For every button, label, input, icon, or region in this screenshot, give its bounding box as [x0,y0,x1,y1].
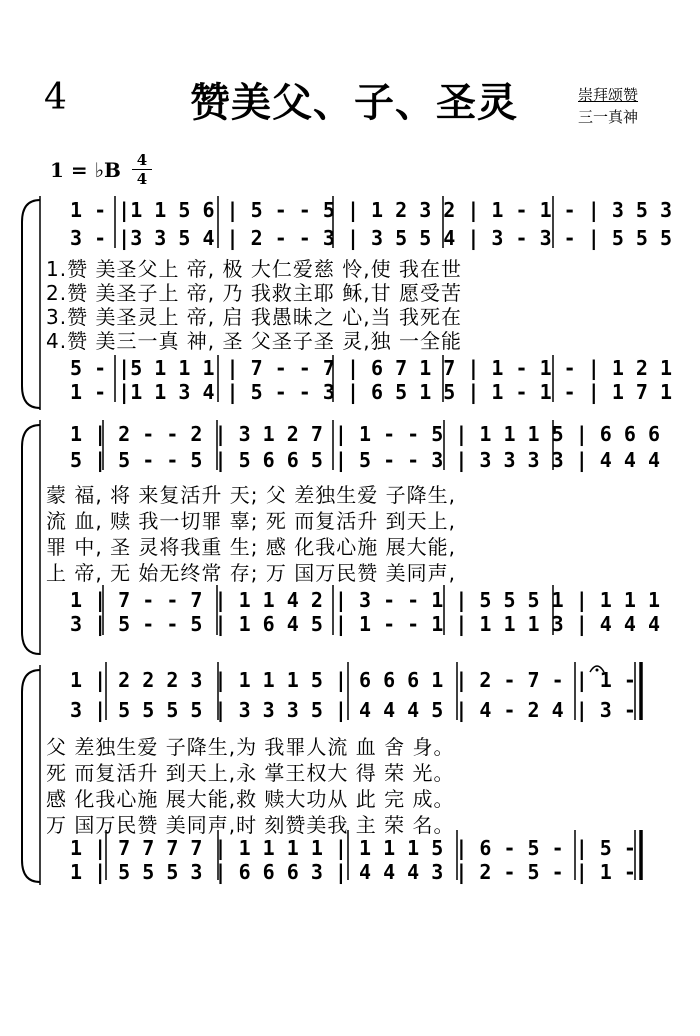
system-3-brace [22,670,40,882]
system-2-lyric-verse-2: 流 血, 赎 我一切罪 辜; 死 而复活升 到天上, [46,509,456,533]
system-3-soprano-notes: 1 | 2 2 2 3 | 1 1 1 5 | 6 6 6 1 | 2 - 7 - | 1 - [70,668,636,692]
system-3-tenor-notes: 1 | 7 7 7 7 | 1 1 1 1 | 1 1 1 5 | 6 - 5 - | 5 - [70,836,636,860]
system-1-lyric-verse-1: 1.赞 美圣父上 帝, 极 大仁爱慈 怜,使 我在世 [46,257,462,281]
system-2-lyric-verse-4: 上 帝, 无 始无终常 存; 万 国万民赞 美同声, [46,561,456,585]
system-2-lyric-verse-1: 蒙 福, 将 来复活升 天; 父 差独生爱 子降生, [46,483,456,507]
system-1-bass-notes: 1 - |1 1 3 4 | 5 - - 3 | 6 5 1 5 | 1 - 1 - | 1 7 1 [70,380,673,404]
system-2-tenor-notes: 1 | 7 - - 7 | 1 1 4 2 | 3 - - 1 | 5 5 5 1 | 1 1 1 [70,588,661,612]
time-signature-bottom: 4 [136,170,148,188]
system-1-lyric-verse-4: 4.赞 美三一真 神, 圣 父圣子圣 灵,独 一全能 [46,329,462,353]
system-2-brace [22,425,40,654]
system-2-soprano-notes: 1 | 2 - - 2 | 3 1 2 7 | 1 - - 5 | 1 1 1 5 | 6 6 6 [70,422,661,446]
time-signature [132,152,152,187]
system-3-bass-notes: 1 | 5 5 5 3 | 6 6 6 3 | 4 4 4 3 | 2 - 5 - | 1 - [70,860,636,884]
system-3-lyric-verse-2: 死 而复活升 到天上,永 掌王权大 得 荣 光。 [46,761,455,785]
hymn-category: 崇拜颂赞 [578,86,639,104]
system-3-lyric-verse-4: 万 国万民赞 美同声,时 刻赞美我 主 荣 名。 [46,813,455,837]
page-title: 赞美父、子、圣灵 [190,80,518,126]
system-1-tenor-notes: 5 - |5 1 1 1 | 7 - - 7 | 6 7 1 7 | 1 - 1 - | 1 2 1 [70,356,673,380]
system-2-bass-notes: 3 | 5 - - 5 | 1 6 4 5 | 1 - - 1 | 1 1 1 3 | 4 4 4 [70,612,661,636]
system-1-soprano-notes: 1 - |1 1 5 6 | 5 - - 5 | 1 2 3 2 | 1 - 1 - | 3 5 3 [70,198,673,222]
system-3-lyric-verse-3: 感 化我心施 展大能,救 赎大功从 此 完 成。 [46,787,455,811]
system-2-lyric-verse-3: 罪 中, 圣 灵将我重 生; 感 化我心施 展大能, [46,535,456,559]
system-3-alto-notes: 3 | 5 5 5 5 | 3 3 3 5 | 4 4 4 5 | 4 - 2 4 | 3 - [70,698,636,722]
system-1-lyric-verse-2: 2.赞 美圣子上 帝, 乃 我救主耶 稣,甘 愿受苦 [46,281,462,305]
system-3-lyric-verse-1: 父 差独生爱 子降生,为 我罪人流 血 舍 身。 [46,735,455,759]
key-signature: 1 = ♭B [50,158,121,182]
system-1-brace [22,200,40,408]
system-1-alto-notes: 3 - |3 3 5 4 | 2 - - 3 | 3 5 5 4 | 3 - 3 - | 5 5 5 [70,226,673,250]
system-1-lyric-verse-3: 3.赞 美圣灵上 帝, 启 我愚昧之 心,当 我死在 [46,305,462,329]
system-2-alto-notes: 5 | 5 - - 5 | 5 6 6 5 | 5 - - 3 | 3 3 3 3 | 4 4 4 [70,448,661,472]
hymn-number: 4 [44,77,67,118]
hymn-subcategory: 三一真神 [578,108,639,126]
time-signature-top: 4 [136,151,148,169]
